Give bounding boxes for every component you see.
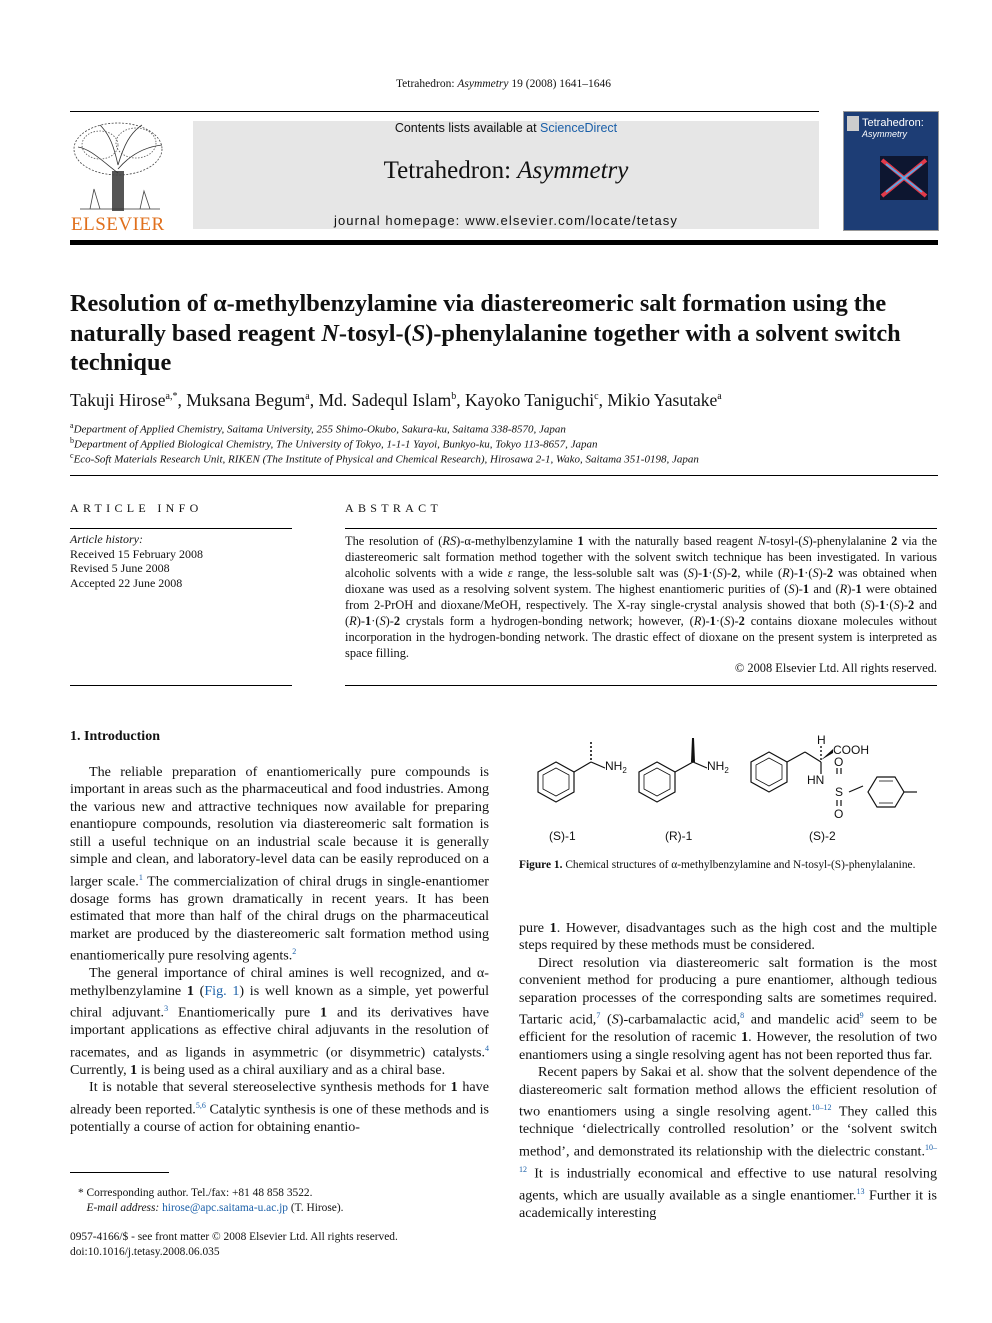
history-label: Article history: — [70, 532, 143, 546]
journal-title-italic: Asymmetry — [517, 157, 629, 184]
cover-artwork — [880, 156, 928, 200]
corresponding-author-text: Corresponding author. Tel./fax: +81 48 858 3522. — [86, 1187, 313, 1199]
author-affil-mark[interactable]: a — [717, 391, 722, 403]
journal-title-plain: Tetrahedron: — [383, 157, 518, 184]
affiliation-text: Department of Applied Biological Chemistry, The University of Tokyo, 1-1-1 Yayoi, Bunkyo-ku, Tokyo 113-8657, Japan — [74, 438, 598, 451]
affiliation-c — [70, 451, 699, 466]
author-name: Mikio Yasutake — [607, 390, 718, 410]
intro-paragraph-3-cont: pure 1. However, disadvantages such as the high cost and the multiple steps required by these methods must be considered. — [519, 920, 937, 954]
doi-line[interactable]: doi:10.1016/j.tetasy.2008.06.035 — [70, 1246, 220, 1258]
elsevier-tree-logo — [70, 119, 170, 215]
label-r1: (R)-1 — [665, 829, 693, 843]
affiliation-a — [70, 421, 566, 436]
o-label-top: O — [834, 755, 844, 769]
accepted-date: Accepted 22 June 2008 — [70, 575, 183, 590]
author-affil-mark[interactable]: a,* — [165, 391, 178, 403]
tolyl-ring — [868, 777, 904, 807]
title-n: N — [321, 319, 339, 347]
author-name: Muksana Begum — [186, 390, 306, 410]
affiliation-mark: c — [70, 451, 74, 460]
header-rule — [70, 111, 819, 112]
article-info-bottom-rule — [70, 685, 292, 686]
author-name: Md. Sadequl Islam — [318, 390, 452, 410]
email-label: E-mail address: — [86, 1202, 160, 1214]
author-affil-mark[interactable]: c — [594, 391, 599, 403]
abstract-text: The resolution of (RS)-α-methylbenzylamine 1 with the naturally based reagent N-tosyl-(S)-phenylalanine 2 via the diastereomeric salt formation method together with the solvent switch technique has been investigated. In various alcoholic solvents with a wide ε range, the less-soluble salt was (S)-1·(S)-2, while (R)-1·(S)-2 was obtained when dioxane was used as a resolving solvent system. The highest enantiomeric purities of (S)-1 and (R)-1 were obtained from 2-PrOH and dioxane/MeOH, respectively. The X-ray single-crystal analysis showed that both (S)-1·(S)-2 and (R)-1·(S)-2 crystals form a hydrogen-bonding network; however, (R)-1·(S)-2 contains dioxane molecules without incorporation in the hydrogen-bonding network. The drastic effect of dioxane on the present system is interpreted as space filling. — [345, 534, 938, 660]
article-history — [70, 532, 292, 590]
label-s2: (S)-2 — [809, 829, 836, 843]
intro-left-column — [70, 764, 489, 1137]
h-label: H — [817, 733, 826, 747]
received-date: Received 15 February 2008 — [70, 546, 203, 561]
title-part-3: )-phenylalanine together with a solvent switch technique — [70, 319, 901, 376]
journal-cover-image — [843, 111, 939, 231]
elsevier-logo-text: ELSEVIER — [71, 214, 165, 235]
citation-journal: Tetrahedron: — [395, 78, 458, 90]
article-info-rule — [70, 528, 292, 529]
caption-label: Figure 1. — [519, 859, 563, 871]
figure-1-caption — [519, 858, 937, 873]
author-name: Takuji Hirose — [70, 390, 166, 410]
benzene-inner — [543, 768, 569, 796]
abstract-copyright: © 2008 Elsevier Ltd. All rights reserved. — [734, 661, 937, 675]
hn-label: HN — [807, 773, 825, 787]
figure-1-structures — [519, 730, 939, 848]
intro-paragraph-3: It is notable that several stereoselective synthesis methods for 1 have already been reported.$^{5,6}$ Catalytic synthesis is one of these methods and is potentially a course of action for obtaining enantio- — [70, 1079, 489, 1136]
affiliation-mark: a — [70, 421, 74, 430]
corresponding-footnote: * Corresponding author. Tel./fax: +81 48 858 3522. E-mail address: hirose@apc.saitama-u.ac.jp (T. Hirose). — [78, 1187, 344, 1214]
front-matter — [70, 1230, 490, 1260]
abstract-bottom-rule — [345, 685, 937, 686]
contents-prefix: Contents lists available at — [394, 121, 541, 135]
cover-title — [862, 118, 924, 140]
caption-text: Chemical structures of α-methylbenzylamine and N-tosyl-(S)-phenylalanine. — [565, 859, 916, 871]
affiliation-rule — [70, 475, 938, 476]
affiliation-text: Eco-Soft Materials Research Unit, RIKEN (The Institute of Physical and Chemical Research), Hirosawa 2-1, Wako, Saitama 351-0198, Japan — [73, 453, 699, 466]
affiliation-text: Department of Applied Chemistry, Saitama University, 255 Shimo-Okubo, Sakura-ku, Saitama 338-8570, Japan — [73, 423, 566, 436]
citation-volume: 19 (2008) 1641–1646 — [508, 78, 612, 90]
intro-paragraph-5: Recent papers by Sakai et al. show that the solvent dependence of the diastereomeric salt formation method allows the efficient resolution of two enantiomers using a single resolving agent.$^{10-12}$ They called this technique ‘dielectrically controlled resolution’ or the ‘solvent switch method’, and demonstrated its relationship with the dielectric constant.$^{10-12}$ It is industrially economical and effective to use natural resolving agents, which are usually available as a single enantiomer.$^{13}$ Further it is academically interesting — [519, 1064, 937, 1222]
article-info-heading: ARTICLE INFO — [70, 501, 203, 515]
journal-citation — [0, 78, 992, 90]
title-part-2: -tosyl-( — [338, 319, 412, 347]
journal-homepage[interactable]: journal homepage: www.elsevier.com/locate/tetasy — [333, 213, 678, 228]
intro-paragraph-1: The reliable preparation of enantiomerically pure compounds is important in areas such as the pharmaceutical and food industries. Among the various new and attractive techniques now available for preparing enantiopure compounds, resolution via diastereomeric salt formation is still a useful technique on an industrial scale because it is generally simple and clean, and laboratory-level data can be easily reproduced on a larger scale.$^1$ The commercialization of chiral drugs in single-enantiomer dosage forms has grown dramatically in recent years. It has been estimated that more than half of the chiral drugs on the pharmaceutical market are produced by the diastereomeric salt formation method using enantiomerically pure resolving agents.$^2$ — [70, 764, 489, 964]
email-link[interactable]: hirose@apc.saitama-u.ac.jp — [162, 1202, 289, 1214]
introduction-heading: 1. Introduction — [70, 729, 160, 744]
cover-subtitle: Asymmetry — [862, 129, 907, 139]
citation-journal-italic: Asymmetry — [457, 78, 509, 90]
author-list: Takuji Hirose$^{a,*}$, Muksana Begum$^a$, Md. Sadequl Islam$^b$, Kayoko Taniguchi$^c$, Mikio Yasutake$^a$ — [70, 390, 722, 410]
header-thick-rule — [70, 240, 938, 245]
abstract-heading: ABSTRACT — [345, 501, 443, 515]
abstract-rule — [345, 528, 937, 529]
affiliation-mark: b — [70, 436, 74, 445]
author-name: Kayoko Taniguchi — [464, 390, 595, 410]
journal-title — [193, 157, 819, 185]
author-affil-mark[interactable]: b — [451, 391, 457, 403]
intro-paragraph-4: Direct resolution via diastereomeric salt formation is the most convenient method for producing a pure enantiomer, although tedious separation processes of the corresponding salts are sometimes required. Tartaric acid,$^7$ (S)-carbamalactic acid,$^8$ and mandelic acid$^9$ seem to be efficient for the resolution of racemic 1. However, the resolution of two enantiomers using a single resolving agent has not been reported thus far. — [519, 954, 937, 1063]
title-part-1: Resolution of α-methylbenzylamine via diastereomeric salt formation using the naturally based reagent — [70, 290, 887, 347]
label-s1: (S)-1 — [549, 829, 576, 843]
benzene-inner — [756, 758, 782, 786]
affiliation-b — [70, 436, 598, 451]
contents-line — [193, 121, 819, 135]
email-owner: (T. Hirose). — [290, 1202, 344, 1214]
author-affil-mark[interactable]: a — [305, 391, 310, 403]
benzene-inner — [644, 768, 670, 796]
cover-publisher-mark — [847, 116, 859, 131]
intro-paragraph-2: The general importance of chiral amines is well recognized, and α-methylbenzylamine 1 (Fig. 1) is well known as a simple, yet powerful chiral adjuvant.$^3$ Enantiomerically pure 1 and its derivatives have important applications as effective chiral adjuvants in the resolution of racemates, and as ligands in asymmetric (or disymmetric) catalysts.$^4$ Currently, 1 is being used as a chiral auxiliary and as a chiral base. — [70, 965, 490, 1078]
article-title — [70, 289, 940, 378]
footnote-rule — [70, 1172, 169, 1173]
sciencedirect-link[interactable]: ScienceDirect — [540, 121, 618, 135]
title-s: S — [411, 319, 426, 347]
cover-title-text: Tetrahedron: — [862, 117, 924, 129]
nh2-label: $NH_2$ — [707, 759, 729, 775]
s-label: S — [835, 785, 844, 799]
nh2-label: $NH_2$ — [605, 759, 627, 775]
issn-line: 0957-4166/$ - see front matter © 2008 Elsevier Ltd. All rights reserved. — [70, 1231, 398, 1243]
intro-right-column — [519, 920, 937, 1223]
o-label-bottom: O — [834, 807, 844, 821]
cooh-label: COOH — [833, 743, 869, 757]
revised-date: Revised 5 June 2008 — [70, 561, 170, 575]
